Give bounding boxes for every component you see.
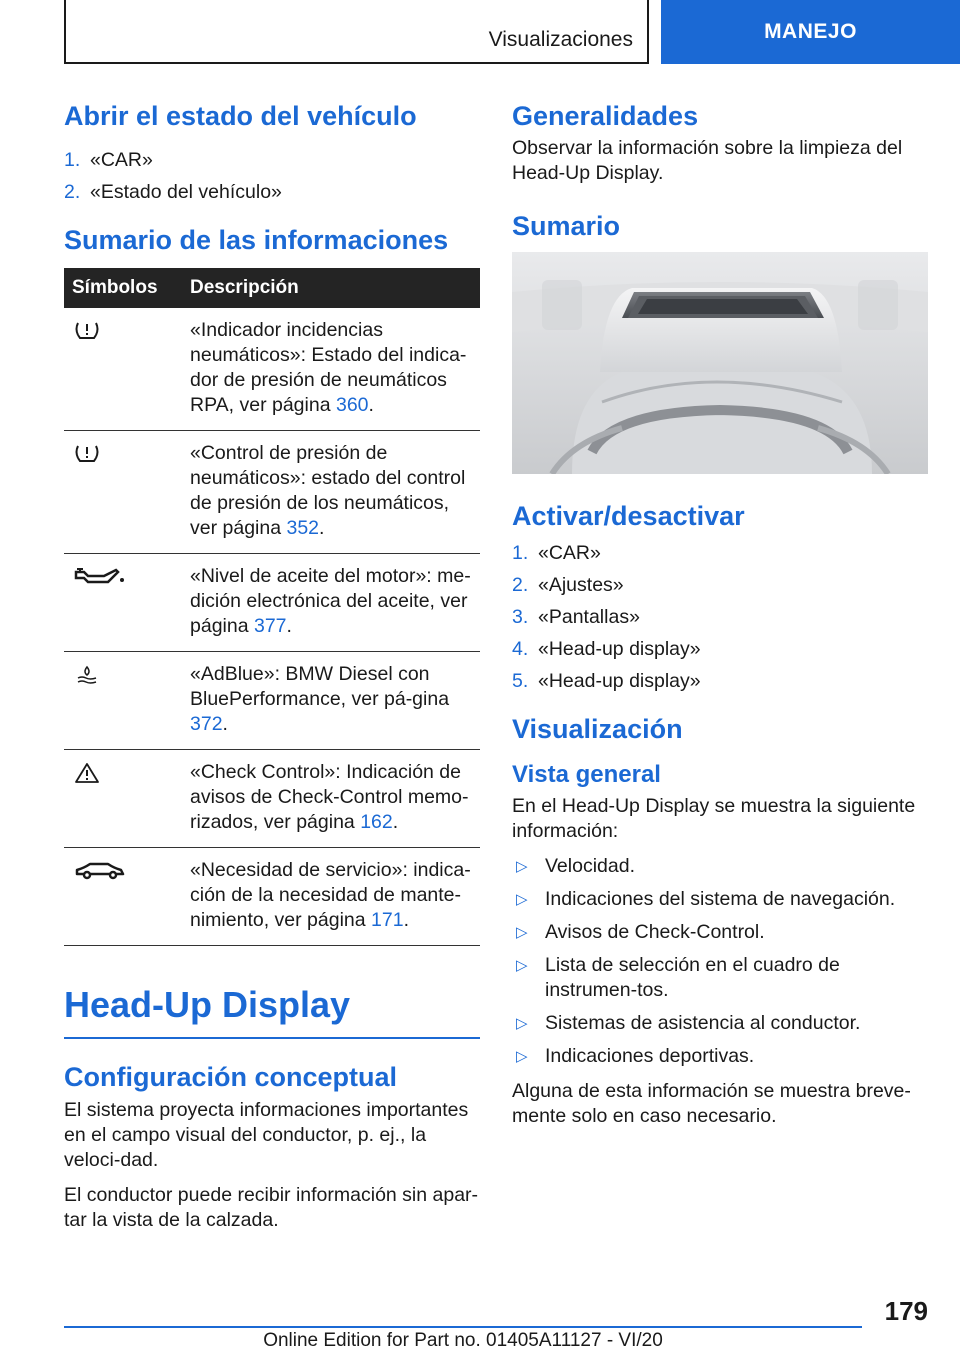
step-item — [512, 537, 928, 569]
step-text: «Ajustes» — [538, 574, 624, 597]
description-text: «Control de presión de neumáticos»: estado del control de presión de los neumáticos, ver página — [190, 441, 466, 539]
table-row — [64, 651, 480, 749]
concept-paragraph-1: El sistema proyecta informaciones importantes en el campo visual del conductor, p. ej., la veloci-dad. — [64, 1099, 469, 1172]
list-item-text: Avisos de Check-Control. — [545, 921, 765, 944]
description-cell — [182, 430, 480, 553]
heading-head-up-display: Head-Up Display — [64, 982, 480, 1039]
concept-paragraph-2: El conductor puede recibir información sin apar-tar la vista de la calzada. — [64, 1184, 479, 1232]
step-text: «CAR» — [538, 542, 601, 565]
description-tail: . — [368, 393, 374, 416]
display-outro: Alguna de esta información se muestra breve-mente solo en caso necesario. — [512, 1080, 911, 1128]
table-row — [64, 308, 480, 431]
heading-summary: Sumario de las informaciones — [64, 224, 449, 255]
step-item — [64, 176, 480, 208]
column-header-symbols: Símbolos — [64, 268, 182, 308]
list-item — [512, 953, 928, 1003]
footer-divider — [64, 1326, 862, 1328]
tire-pressure-control-icon — [64, 430, 182, 553]
description-cell — [182, 651, 480, 749]
table-row — [64, 430, 480, 553]
right-column — [512, 100, 928, 1139]
display-intro: En el Head-Up Display se muestra la siguiente información: — [512, 795, 916, 843]
heading-overview: Vista general — [512, 761, 661, 788]
triangle-bullet-icon: ▷ — [516, 891, 528, 909]
step-number: 5. — [512, 670, 529, 693]
page-link[interactable]: 372 — [190, 712, 223, 735]
description-text: «Nivel de aceite del motor»: me-dición electrónica del aceite, ver página — [190, 564, 471, 637]
triangle-bullet-icon: ▷ — [516, 1015, 528, 1033]
step-number: 1. — [64, 148, 81, 171]
description-tail: . — [319, 516, 325, 539]
table-header-row — [64, 268, 480, 308]
step-number: 2. — [64, 180, 81, 203]
description-cell — [182, 553, 480, 651]
list-item-text: Indicaciones del sistema de navegación. — [545, 888, 896, 911]
description-text: «Necesidad de servicio»: indica-ción de la necesidad de mante-nimiento, ver página — [190, 858, 471, 931]
list-item-text: Indicaciones deportivas. — [545, 1045, 755, 1068]
activate-steps — [512, 537, 928, 697]
spacer — [64, 946, 480, 982]
description-text: «AdBlue»: BMW Diesel con BluePerformance, ver pá-gina — [190, 662, 450, 710]
step-item — [512, 601, 928, 633]
step-item — [512, 569, 928, 601]
open-status-steps — [64, 144, 480, 208]
warning-triangle-icon — [64, 749, 182, 847]
head-up-display-photo — [512, 252, 928, 474]
list-item — [512, 920, 928, 945]
adblue-icon — [64, 651, 182, 749]
page-link[interactable]: 377 — [253, 614, 287, 637]
general-paragraph: Observar la información sobre la limpieza del Head-Up Display. — [512, 136, 903, 184]
display-bullets — [512, 854, 928, 1069]
column-header-description: Descripción — [182, 268, 480, 308]
heading-open-status: Abrir el estado del vehículo — [64, 101, 417, 131]
left-column — [64, 100, 480, 1243]
description-cell — [182, 308, 480, 431]
step-number: 1. — [512, 542, 529, 565]
heading-activate: Activar/desactivar — [512, 500, 745, 531]
description-tail: . — [403, 908, 409, 931]
step-text: «Estado del vehículo» — [90, 180, 282, 203]
table-row — [64, 749, 480, 847]
spacer — [64, 1039, 480, 1061]
description-text: «Indicador incidencias neumáticos»: Estado del indica-dor de presión de neumáticos RPA, ver página — [190, 318, 467, 416]
step-item — [64, 144, 480, 176]
step-number: 3. — [512, 606, 529, 629]
page-link[interactable]: 360 — [335, 393, 369, 416]
page-number: 179 — [884, 1296, 928, 1326]
table-row — [64, 553, 480, 651]
description-cell — [182, 749, 480, 847]
heading-sumario: Sumario — [512, 210, 621, 241]
table-row — [64, 847, 480, 945]
description-tail: . — [222, 712, 228, 735]
step-item — [512, 633, 928, 665]
description-cell — [182, 847, 480, 945]
header-section-title: Visualizaciones — [488, 28, 633, 51]
list-item — [512, 1044, 928, 1069]
list-item — [512, 1011, 928, 1036]
triangle-bullet-icon: ▷ — [516, 924, 528, 942]
header-chapter-tab[interactable]: MANEJO — [661, 0, 960, 64]
triangle-bullet-icon: ▷ — [516, 957, 528, 975]
symbols-table — [64, 268, 480, 946]
footer-edition: Online Edition for Part no. 01405A11127 - VI/20 — [263, 1330, 663, 1351]
step-item — [512, 665, 928, 697]
list-item-text: Lista de selección en el cuadro de instrumen-tos. — [545, 954, 840, 1002]
description-tail: . — [286, 614, 292, 637]
step-text: «CAR» — [90, 148, 153, 171]
list-item — [512, 887, 928, 912]
description-text: «Check Control»: Indicación de avisos de Check-Control memo-rizados, ver página — [190, 760, 469, 833]
list-item-text: Velocidad. — [545, 855, 635, 878]
page-link[interactable]: 162 — [360, 810, 393, 833]
page-link[interactable]: 171 — [371, 908, 404, 931]
tire-pressure-warning-icon — [64, 308, 182, 431]
heading-general: Generalidades — [512, 101, 699, 131]
step-text: «Head-up display» — [538, 670, 701, 693]
triangle-bullet-icon: ▷ — [516, 858, 528, 876]
heading-concept: Configuración conceptual — [64, 1061, 398, 1092]
page-link[interactable]: 352 — [286, 516, 320, 539]
oil-level-icon — [64, 553, 182, 651]
step-number: 2. — [512, 574, 529, 597]
step-text: «Pantallas» — [538, 606, 640, 629]
triangle-bullet-icon: ▷ — [516, 1048, 528, 1066]
service-car-icon — [64, 847, 182, 945]
list-item-text: Sistemas de asistencia al conductor. — [545, 1012, 861, 1035]
step-text: «Head-up display» — [538, 638, 701, 661]
step-number: 4. — [512, 638, 529, 661]
list-item — [512, 854, 928, 879]
header-section-box — [64, 0, 649, 64]
description-tail: . — [392, 810, 399, 833]
heading-display: Visualización — [512, 714, 683, 745]
